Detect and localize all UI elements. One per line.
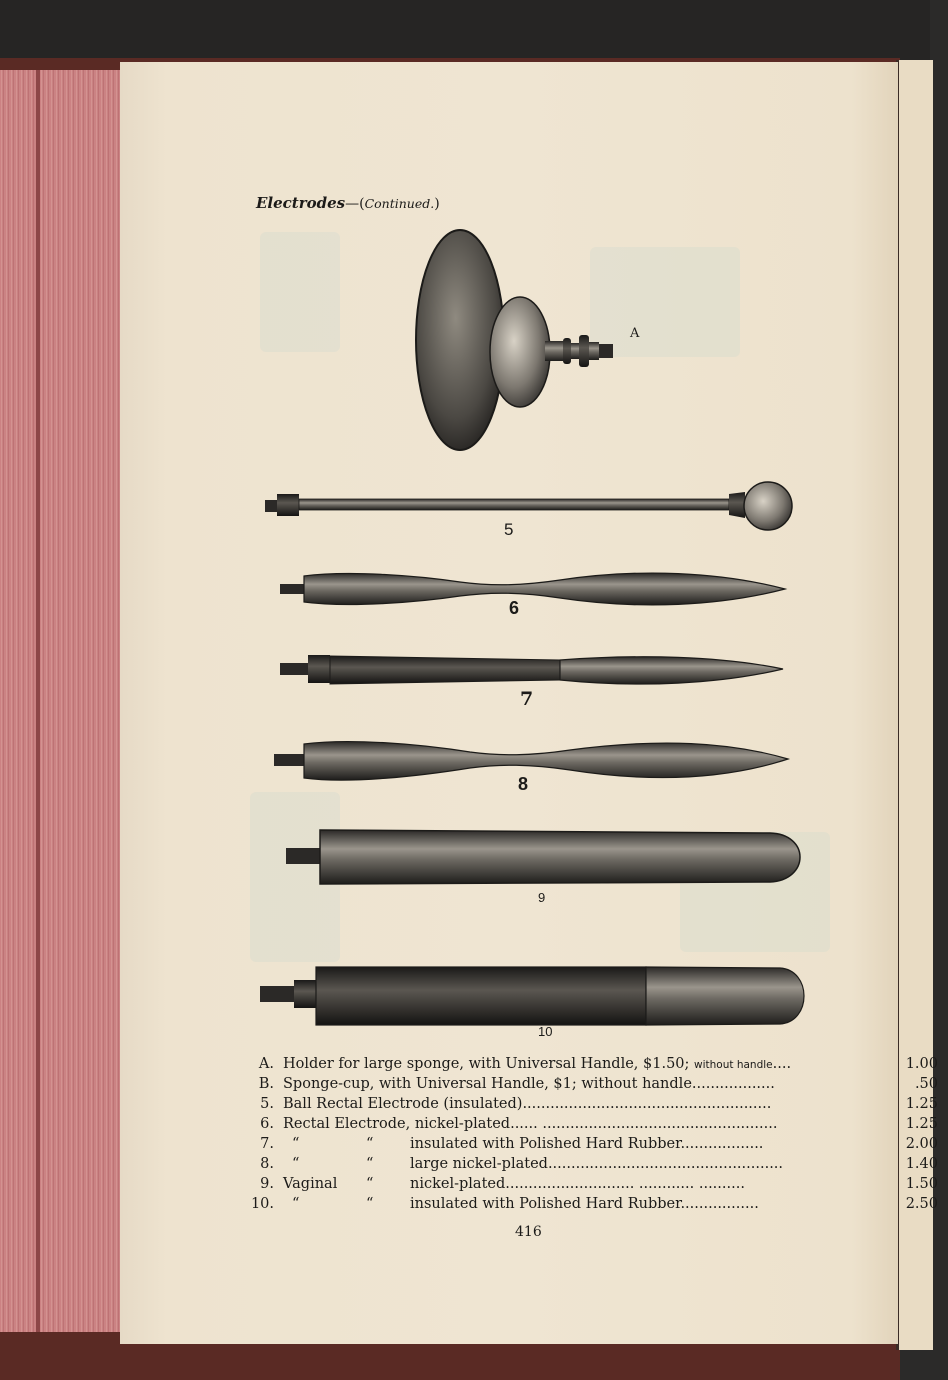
- figure-8-large-electrode: [274, 742, 788, 781]
- item-price: 1.00: [905, 1056, 938, 1072]
- heading-title: Electrodes: [256, 194, 346, 212]
- figure-5-ball-electrode: [265, 482, 792, 530]
- item-number: A.: [258, 1056, 274, 1072]
- figure-7-insulated-electrode: [280, 655, 783, 684]
- figure-label-9: 9: [538, 890, 546, 905]
- item-price: 1.25: [905, 1116, 938, 1132]
- page-edges: [0, 70, 122, 1332]
- item-price: .50: [914, 1076, 938, 1092]
- item-category: Vaginal: [283, 1176, 338, 1192]
- item-price: 1.50: [905, 1176, 938, 1192]
- ditto-mark: “: [366, 1136, 374, 1152]
- figure-10-vaginal-insulated: [260, 967, 804, 1025]
- heading-subtitle: Continued.: [364, 196, 435, 211]
- page-number: 416: [515, 1224, 542, 1240]
- catalog-page: [120, 62, 938, 1344]
- item-note-small: without handle: [694, 1059, 773, 1071]
- scan-background: [0, 0, 930, 60]
- price-list: [248, 1054, 948, 1214]
- item-description: insulated with Polished Hard Rubber..................: [410, 1136, 764, 1152]
- item-description: Holder for large sponge, with Universal Handle, $1.50; without handle....: [283, 1056, 792, 1072]
- item-number: 10.: [250, 1196, 274, 1212]
- item-number: 6.: [260, 1116, 274, 1132]
- figure-label-a: A: [630, 326, 640, 341]
- figure-6-rectal-electrode: [280, 573, 785, 605]
- ditto-mark: “: [366, 1156, 374, 1172]
- price-row-9: [248, 1174, 948, 1194]
- item-price: 2.50: [905, 1196, 938, 1212]
- figure-a-sponge-holder: [416, 230, 613, 450]
- item-description: nickel-plated............................ ............ ..........: [410, 1176, 745, 1192]
- ditto-mark: “: [292, 1156, 300, 1172]
- item-description: large nickel-plated...................................................: [410, 1156, 784, 1172]
- ditto-mark: “: [292, 1136, 300, 1152]
- item-price: 2.00: [905, 1136, 938, 1152]
- price-row-6: [248, 1114, 948, 1134]
- item-number: 5.: [260, 1096, 274, 1112]
- figure-label-10: 10: [538, 1024, 553, 1039]
- price-row-10: [248, 1194, 948, 1214]
- item-number: B.: [258, 1076, 274, 1092]
- price-row-b: [248, 1074, 948, 1094]
- price-row-8: [248, 1154, 948, 1174]
- item-description: Ball Rectal Electrode (insulated)......................................................: [283, 1096, 772, 1112]
- item-description: insulated with Polished Hard Rubber.................: [410, 1196, 759, 1212]
- figure-label-5: 5: [504, 520, 514, 539]
- price-row-5: [248, 1094, 948, 1114]
- price-row-7: [248, 1134, 948, 1154]
- figure-label-7: 7: [520, 688, 534, 710]
- item-price: 1.25: [905, 1096, 938, 1112]
- heading-dash: —(: [345, 196, 365, 212]
- ditto-mark: “: [366, 1176, 374, 1192]
- item-price: 1.40: [905, 1156, 938, 1172]
- item-number: 7.: [260, 1136, 274, 1152]
- item-number: 8.: [260, 1156, 274, 1172]
- figure-9-vaginal-electrode: [286, 830, 800, 884]
- figure-label-8: 8: [518, 774, 529, 794]
- ditto-mark: “: [366, 1196, 374, 1212]
- ditto-mark: “: [292, 1196, 300, 1212]
- price-row-a: [248, 1054, 948, 1074]
- heading-paren: ): [434, 196, 440, 212]
- item-description: Rectal Electrode, nickel-plated...... ...................................................: [283, 1116, 778, 1132]
- item-description: Sponge-cup, with Universal Handle, $1; without handle..................: [283, 1076, 775, 1092]
- item-number: 9.: [260, 1176, 274, 1192]
- figure-label-6: 6: [509, 598, 520, 618]
